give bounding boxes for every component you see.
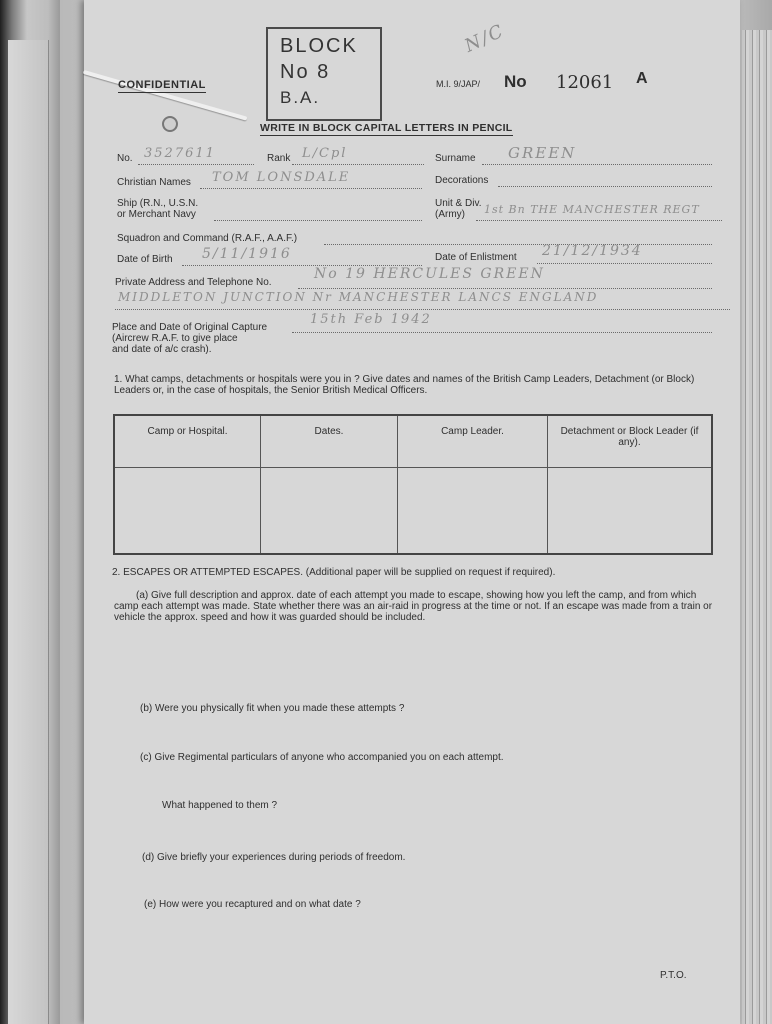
stamp-line-1: BLOCK: [280, 35, 358, 57]
stamp-line-2: No 8: [280, 61, 331, 83]
binder-cover: [0, 0, 60, 1024]
capture-label-line-3: and date of a/c crash).: [112, 344, 212, 355]
unit-line: [476, 219, 722, 221]
number-value[interactable]: 3527611: [144, 146, 216, 161]
binder-inner-page: [8, 40, 49, 1024]
camps-table-header: [114, 415, 712, 468]
address-value-line-1[interactable]: No 19 HERCULES GREEN: [314, 266, 545, 282]
surname-value[interactable]: GREEN: [508, 144, 577, 162]
dates-cell[interactable]: [261, 468, 398, 555]
header-dates: Dates.: [261, 415, 398, 468]
question-2d: (d) Give briefly your experiences during periods of freedom.: [142, 852, 406, 863]
capture-line: [292, 331, 712, 333]
address-line-1: [298, 287, 712, 289]
dob-value[interactable]: 5/11/1916: [202, 246, 292, 262]
question-2-note: (Additional paper will be supplied on request if required).: [305, 567, 556, 578]
dob-label: Date of Birth: [117, 254, 173, 265]
detachment-leader-cell[interactable]: [548, 468, 713, 555]
please-turn-over: P.T.O.: [660, 970, 687, 981]
enlistment-value[interactable]: 21/12/1934: [542, 243, 643, 259]
header-detachment-leader: Detachment or Block Leader (if any).: [548, 415, 713, 468]
question-1: [114, 374, 714, 396]
form-page: [84, 0, 740, 1024]
number-label: No.: [117, 153, 133, 164]
number-symbol: No: [504, 72, 527, 91]
address-line-2: [115, 308, 730, 310]
camp-cell[interactable]: [114, 468, 261, 555]
question-2b: (b) Were you physically fit when you made these attempts ?: [140, 703, 405, 714]
paper-stack-edge: [742, 30, 772, 1024]
question-2-heading: [112, 567, 555, 578]
question-2e: (e) How were you recaptured and on what date ?: [144, 899, 361, 910]
question-2-title: ESCAPES OR ATTEMPTED ESCAPES.: [123, 567, 303, 578]
rank-line: [292, 163, 424, 165]
question-1-text: What camps, detachments or hospitals were you in ? Give dates and names of the British Camp Leaders, Detachment (or Block) Leaders or, in the case of hospitals, the Senior British Medical Officers.: [114, 374, 695, 396]
squadron-label: Squadron and Command (R.A.F., A.A.F.): [117, 233, 298, 244]
ship-label-line-2: or Merchant Navy: [117, 209, 196, 220]
decorations-line[interactable]: [498, 185, 712, 187]
question-2c: (c) Give Regimental particulars of anyone who accompanied you on each attempt.: [140, 752, 504, 763]
header-camp-or-hospital: Camp or Hospital.: [114, 415, 261, 468]
rank-label: Rank: [267, 153, 291, 164]
capture-label-line-2: (Aircrew R.A.F. to give place: [112, 333, 238, 344]
form-instruction: WRITE IN BLOCK CAPITAL LETTERS IN PENCIL: [260, 122, 513, 134]
form-code: M.I. 9/JAP/: [436, 79, 481, 89]
address-label: Private Address and Telephone No.: [115, 277, 272, 288]
christian-names-line: [200, 187, 422, 189]
squadron-line[interactable]: [324, 243, 712, 245]
ship-label-line-1: Ship (R.N., U.S.N.: [117, 198, 199, 209]
decorations-label: Decorations: [435, 175, 489, 186]
tie-string: [83, 70, 248, 121]
unit-label-line-2: (Army): [435, 209, 465, 220]
eyelet-hole: [162, 116, 178, 132]
christian-names-value[interactable]: TOM LONSDALE: [212, 170, 351, 185]
rank-value[interactable]: L/Cpl: [302, 146, 348, 161]
camps-table: [113, 414, 713, 555]
christian-names-label: Christian Names: [117, 177, 191, 188]
enlistment-label: Date of Enlistment: [435, 252, 517, 263]
camp-leader-cell[interactable]: [398, 468, 548, 555]
block-stamp: [266, 27, 382, 121]
serial-suffix: A: [636, 70, 648, 87]
table-row: [114, 468, 712, 555]
ship-line[interactable]: [214, 219, 422, 221]
question-1-number: 1.: [114, 374, 123, 385]
question-2c-follow-up: What happened to them ?: [162, 800, 278, 811]
surname-line: [482, 163, 712, 165]
unit-label-line-1: Unit & Div.: [435, 198, 482, 209]
question-2-number: 2.: [112, 567, 121, 578]
capture-label-line-1: Place and Date of Original Capture: [112, 322, 268, 333]
header-camp-leader: Camp Leader.: [398, 415, 548, 468]
question-2a: (a) Give full description and approx. date of each attempt you made to escape, showing how you left the camp, and from which camp each attempt was made. State whether there was an air-raid in progress at the time or not. If an escape was made from a train or vehicle the approx. speed and how it was guarded should be included.: [114, 590, 713, 623]
unit-value[interactable]: 1st Bn THE MANCHESTER REGT: [484, 203, 700, 216]
number-line: [138, 163, 254, 165]
address-value-line-2[interactable]: MIDDLETON JUNCTION Nr MANCHESTER LANCS ENGLAND: [118, 290, 599, 304]
enlistment-line: [537, 262, 712, 264]
pencil-mark: N/C: [461, 20, 509, 57]
capture-value[interactable]: 15th Feb 1942: [310, 312, 432, 327]
surname-label: Surname: [435, 153, 476, 164]
classification-label: CONFIDENTIAL: [118, 79, 206, 91]
serial-number: 12061: [556, 72, 614, 93]
stamp-line-3: B.A.: [280, 88, 321, 107]
